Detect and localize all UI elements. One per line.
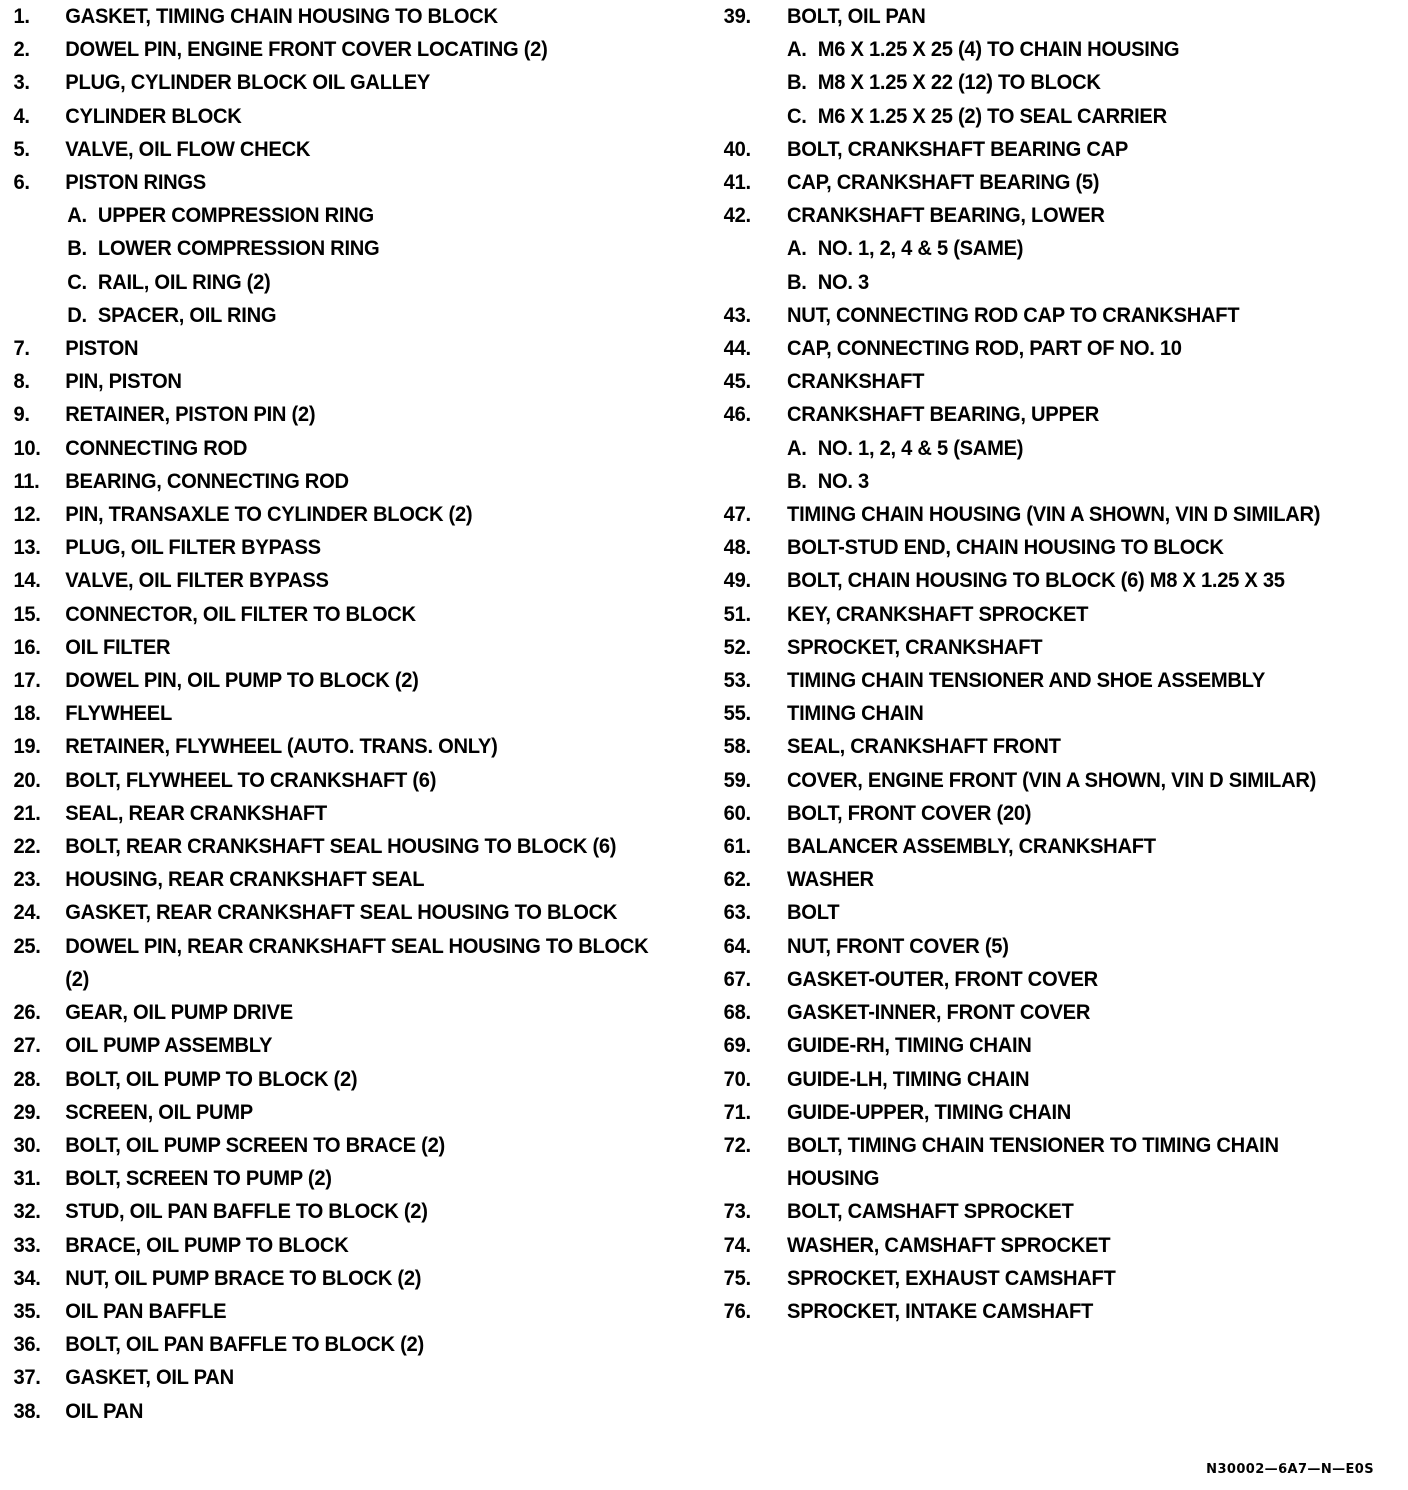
legend-item bbox=[716, 830, 1378, 863]
item-description: GUIDE-UPPER, TIMING CHAIN bbox=[787, 1100, 1072, 1124]
legend-item bbox=[716, 996, 1378, 1029]
subitem-letter: A. bbox=[787, 237, 807, 261]
item-number: 4. bbox=[13, 104, 30, 128]
item-description: PISTON bbox=[65, 337, 139, 361]
item-number: 76. bbox=[723, 1299, 751, 1323]
item-number: 14. bbox=[13, 569, 41, 593]
item-number: 47. bbox=[723, 503, 751, 527]
subitem-letter: A. bbox=[787, 38, 807, 62]
legend-item bbox=[0, 398, 684, 431]
legend-item bbox=[716, 531, 1378, 564]
item-number: 63. bbox=[723, 901, 751, 925]
item-number: 26. bbox=[13, 1001, 41, 1025]
item-number: 55. bbox=[723, 702, 751, 726]
legend-subitem bbox=[716, 232, 1378, 265]
item-description: BOLT, TIMING CHAIN TENSIONER TO TIMING CHAIN HOUSING bbox=[787, 1133, 1279, 1191]
item-description: OIL PAN bbox=[65, 1399, 144, 1423]
subitem-letter: C. bbox=[787, 104, 807, 128]
legend-item bbox=[0, 1096, 684, 1129]
item-number: 27. bbox=[13, 1034, 41, 1058]
legend-subitem bbox=[716, 33, 1378, 66]
item-number: 42. bbox=[723, 204, 751, 228]
item-number: 62. bbox=[723, 868, 751, 892]
item-number: 48. bbox=[723, 536, 751, 560]
item-number: 40. bbox=[723, 137, 751, 161]
item-number: 45. bbox=[723, 370, 751, 394]
item-description: BOLT, OIL PAN bbox=[787, 5, 926, 28]
item-number: 53. bbox=[723, 669, 751, 693]
legend-item bbox=[0, 432, 684, 465]
item-number: 60. bbox=[723, 801, 751, 825]
item-number: 10. bbox=[13, 436, 41, 460]
legend-item bbox=[716, 598, 1378, 631]
item-description: NO. 3 bbox=[817, 469, 869, 493]
legend-subitem bbox=[0, 199, 684, 232]
legend-item bbox=[0, 996, 684, 1029]
legend-item bbox=[0, 66, 684, 99]
item-number: 11. bbox=[13, 469, 40, 493]
item-description: GASKET, REAR CRANKSHAFT SEAL HOUSING TO BLOCK bbox=[65, 901, 618, 925]
item-number: 39. bbox=[723, 5, 751, 28]
legend-item bbox=[0, 930, 684, 996]
item-description: TIMING CHAIN bbox=[787, 702, 924, 726]
item-description: BOLT, OIL PAN BAFFLE TO BLOCK (2) bbox=[65, 1333, 424, 1357]
item-description: M8 X 1.25 X 22 (12) TO BLOCK bbox=[817, 71, 1101, 95]
item-number: 25. bbox=[13, 934, 41, 958]
subitem-letter: B. bbox=[787, 469, 807, 493]
legend-subitem bbox=[716, 100, 1378, 133]
legend-item bbox=[716, 564, 1378, 597]
item-description: BALANCER ASSEMBLY, CRANKSHAFT bbox=[787, 835, 1156, 859]
legend-item bbox=[0, 1162, 684, 1195]
item-description: CAP, CRANKSHAFT BEARING (5) bbox=[787, 171, 1100, 195]
legend-item bbox=[716, 863, 1378, 896]
legend-subitem bbox=[716, 465, 1378, 498]
item-description: NUT, FRONT COVER (5) bbox=[787, 934, 1009, 958]
item-description: GUIDE-RH, TIMING CHAIN bbox=[787, 1034, 1032, 1058]
legend-item bbox=[716, 1063, 1378, 1096]
legend-item bbox=[0, 0, 684, 33]
item-description: STUD, OIL PAN BAFFLE TO BLOCK (2) bbox=[65, 1200, 428, 1224]
legend-item bbox=[0, 830, 684, 863]
item-number: 22. bbox=[13, 835, 41, 859]
item-description: DOWEL PIN, OIL PUMP TO BLOCK (2) bbox=[65, 669, 419, 693]
legend-item bbox=[716, 1262, 1378, 1295]
item-description: BOLT, OIL PUMP SCREEN TO BRACE (2) bbox=[65, 1133, 445, 1157]
item-number: 58. bbox=[723, 735, 751, 759]
legend-item bbox=[0, 664, 684, 697]
item-description: GASKET, OIL PAN bbox=[65, 1366, 234, 1390]
legend-item bbox=[0, 797, 684, 830]
legend-item bbox=[716, 1029, 1378, 1062]
item-number: 30. bbox=[13, 1133, 41, 1157]
item-description: PLUG, OIL FILTER BYPASS bbox=[65, 536, 321, 560]
item-description: CRANKSHAFT bbox=[787, 370, 925, 394]
item-description: WASHER bbox=[787, 868, 874, 892]
legend-item bbox=[0, 498, 684, 531]
item-number: 46. bbox=[723, 403, 751, 427]
item-number: 5. bbox=[13, 137, 30, 161]
item-description: BOLT, CHAIN HOUSING TO BLOCK (6) M8 X 1.25 X 35 bbox=[787, 569, 1285, 593]
legend-item bbox=[0, 1395, 684, 1428]
item-number: 2. bbox=[13, 38, 30, 62]
item-description: BOLT, FLYWHEEL TO CRANKSHAFT (6) bbox=[65, 768, 437, 792]
subitem-letter: B. bbox=[787, 71, 807, 95]
item-number: 6. bbox=[13, 171, 30, 195]
item-description: NO. 1, 2, 4 & 5 (SAME) bbox=[817, 237, 1024, 261]
legend-item bbox=[0, 531, 684, 564]
item-description: PISTON RINGS bbox=[65, 171, 206, 195]
item-number: 72. bbox=[723, 1133, 751, 1157]
item-description: GASKET, TIMING CHAIN HOUSING TO BLOCK bbox=[65, 5, 498, 28]
item-description: VALVE, OIL FLOW CHECK bbox=[65, 137, 311, 161]
item-number: 44. bbox=[723, 337, 751, 361]
legend-item bbox=[0, 365, 684, 398]
legend-item bbox=[0, 100, 684, 133]
legend-item bbox=[716, 930, 1378, 963]
item-description: SPROCKET, CRANKSHAFT bbox=[787, 635, 1043, 659]
legend-item bbox=[716, 631, 1378, 664]
item-number: 71. bbox=[723, 1100, 751, 1124]
item-description: CONNECTOR, OIL FILTER TO BLOCK bbox=[65, 602, 416, 626]
legend-item bbox=[716, 1195, 1378, 1228]
item-description: BEARING, CONNECTING ROD bbox=[65, 469, 349, 493]
item-number: 70. bbox=[723, 1067, 751, 1091]
item-description: GASKET-OUTER, FRONT COVER bbox=[787, 967, 1098, 991]
legend-item bbox=[0, 332, 684, 365]
item-description: TIMING CHAIN HOUSING (VIN A SHOWN, VIN D SIMILAR) bbox=[787, 503, 1321, 527]
legend-item bbox=[716, 398, 1378, 431]
item-number: 18. bbox=[13, 702, 41, 726]
item-number: 21. bbox=[13, 801, 41, 825]
item-number: 52. bbox=[723, 635, 751, 659]
item-description: GUIDE-LH, TIMING CHAIN bbox=[787, 1067, 1030, 1091]
item-description: DOWEL PIN, ENGINE FRONT COVER LOCATING (2) bbox=[65, 38, 548, 62]
subitem-letter: A. bbox=[787, 436, 807, 460]
legend-item bbox=[716, 365, 1378, 398]
legend-item bbox=[716, 730, 1378, 763]
legend-item bbox=[0, 1328, 684, 1361]
item-number: 28. bbox=[13, 1067, 41, 1091]
item-description: SPROCKET, EXHAUST CAMSHAFT bbox=[787, 1266, 1116, 1290]
item-description: SEAL, REAR CRANKSHAFT bbox=[65, 801, 327, 825]
legend-item bbox=[0, 564, 684, 597]
item-number: 31. bbox=[13, 1167, 41, 1191]
item-number: 43. bbox=[723, 303, 751, 327]
subitem-letter: B. bbox=[787, 270, 807, 294]
subitem-letter: B. bbox=[67, 237, 87, 261]
legend-item bbox=[716, 0, 1378, 33]
item-number: 17. bbox=[13, 669, 41, 693]
legend-subitem bbox=[716, 432, 1378, 465]
item-description: FLYWHEEL bbox=[65, 702, 173, 726]
item-description: DOWEL PIN, REAR CRANKSHAFT SEAL HOUSING TO BLOCK (2) bbox=[65, 934, 649, 991]
item-number: 38. bbox=[13, 1399, 41, 1423]
item-number: 68. bbox=[723, 1001, 751, 1025]
legend-item bbox=[716, 1295, 1378, 1328]
legend-item bbox=[716, 1129, 1378, 1195]
legend-subitem bbox=[0, 266, 684, 299]
item-description: RETAINER, FLYWHEEL (AUTO. TRANS. ONLY) bbox=[65, 735, 498, 759]
item-number: 75. bbox=[723, 1266, 751, 1290]
item-description: OIL PUMP ASSEMBLY bbox=[65, 1034, 273, 1058]
legend-subitem bbox=[716, 66, 1378, 99]
item-description: BOLT, CRANKSHAFT BEARING CAP bbox=[787, 137, 1129, 161]
item-description: NO. 3 bbox=[817, 270, 869, 294]
legend-item bbox=[0, 1295, 684, 1328]
item-description: WASHER, CAMSHAFT SPROCKET bbox=[787, 1233, 1111, 1257]
legend-item bbox=[0, 697, 684, 730]
item-description: BOLT, FRONT COVER (20) bbox=[787, 801, 1032, 825]
document-code: N30002—6A7—N—E0S bbox=[1206, 1462, 1374, 1477]
legend-item bbox=[0, 1063, 684, 1096]
legend-item bbox=[0, 896, 684, 929]
legend-item bbox=[0, 133, 684, 166]
item-number: 61. bbox=[723, 835, 751, 859]
item-number: 59. bbox=[723, 768, 751, 792]
item-number: 67. bbox=[723, 967, 751, 991]
item-description: BOLT, OIL PUMP TO BLOCK (2) bbox=[65, 1067, 358, 1091]
item-number: 15. bbox=[13, 602, 41, 626]
item-description: KEY, CRANKSHAFT SPROCKET bbox=[787, 602, 1089, 626]
legend-item bbox=[0, 1129, 684, 1162]
item-number: 24. bbox=[13, 901, 41, 925]
item-description: RETAINER, PISTON PIN (2) bbox=[65, 403, 316, 427]
item-number: 12. bbox=[13, 503, 41, 527]
subitem-letter: A. bbox=[67, 204, 87, 228]
legend-item bbox=[0, 1029, 684, 1062]
legend-item bbox=[0, 33, 684, 66]
item-description: M6 X 1.25 X 25 (4) TO CHAIN HOUSING bbox=[817, 38, 1180, 62]
item-number: 37. bbox=[13, 1366, 41, 1390]
legend-item bbox=[0, 863, 684, 896]
legend-column-right bbox=[716, 0, 1406, 1328]
legend-item bbox=[0, 764, 684, 797]
item-description: BRACE, OIL PUMP TO BLOCK bbox=[65, 1233, 349, 1257]
item-description: PIN, PISTON bbox=[65, 370, 182, 394]
legend-item bbox=[0, 1262, 684, 1295]
item-number: 64. bbox=[723, 934, 751, 958]
item-description: CYLINDER BLOCK bbox=[65, 104, 242, 128]
legend-item bbox=[0, 166, 684, 199]
item-description: NUT, CONNECTING ROD CAP TO CRANKSHAFT bbox=[787, 303, 1240, 327]
item-number: 16. bbox=[13, 635, 41, 659]
item-description: VALVE, OIL FILTER BYPASS bbox=[65, 569, 329, 593]
item-number: 36. bbox=[13, 1333, 41, 1357]
legend-item bbox=[716, 1229, 1378, 1262]
legend-item bbox=[716, 166, 1378, 199]
subitem-letter: D. bbox=[67, 303, 87, 327]
item-number: 41. bbox=[723, 171, 751, 195]
legend-subitem bbox=[0, 232, 684, 265]
legend-item bbox=[0, 1361, 684, 1394]
legend-item bbox=[716, 764, 1378, 797]
item-number: 33. bbox=[13, 1233, 41, 1257]
legend-subitem bbox=[0, 299, 684, 332]
legend-item bbox=[0, 730, 684, 763]
item-description: BOLT-STUD END, CHAIN HOUSING TO BLOCK bbox=[787, 536, 1224, 560]
item-number: 35. bbox=[13, 1299, 41, 1323]
item-description: BOLT, CAMSHAFT SPROCKET bbox=[787, 1200, 1074, 1224]
item-number: 3. bbox=[13, 71, 30, 95]
legend-item bbox=[716, 1096, 1378, 1129]
subitem-letter: C. bbox=[67, 270, 87, 294]
legend-item bbox=[716, 797, 1378, 830]
item-description: SCREEN, OIL PUMP bbox=[65, 1100, 253, 1124]
item-number: 20. bbox=[13, 768, 41, 792]
item-description: NUT, OIL PUMP BRACE TO BLOCK (2) bbox=[65, 1266, 422, 1290]
item-description: GEAR, OIL PUMP DRIVE bbox=[65, 1001, 293, 1025]
item-description: SEAL, CRANKSHAFT FRONT bbox=[787, 735, 1061, 759]
item-description: PIN, TRANSAXLE TO CYLINDER BLOCK (2) bbox=[65, 503, 473, 527]
legend-item bbox=[0, 631, 684, 664]
item-description: CRANKSHAFT BEARING, LOWER bbox=[787, 204, 1105, 228]
item-description: UPPER COMPRESSION RING bbox=[97, 204, 374, 228]
item-description: BOLT, REAR CRANKSHAFT SEAL HOUSING TO BLOCK (6) bbox=[65, 835, 617, 859]
item-number: 8. bbox=[13, 370, 30, 394]
item-number: 23. bbox=[13, 868, 41, 892]
item-number: 69. bbox=[723, 1034, 751, 1058]
item-description: M6 X 1.25 X 25 (2) TO SEAL CARRIER bbox=[817, 104, 1167, 128]
legend-item bbox=[716, 697, 1378, 730]
item-number: 1. bbox=[13, 5, 30, 28]
legend-item bbox=[716, 963, 1378, 996]
legend-item bbox=[0, 465, 684, 498]
legend-item bbox=[716, 133, 1378, 166]
item-description: CONNECTING ROD bbox=[65, 436, 248, 460]
item-description: RAIL, OIL RING (2) bbox=[97, 270, 271, 294]
legend-item bbox=[0, 1195, 684, 1228]
legend-subitem bbox=[716, 266, 1378, 299]
item-description: NO. 1, 2, 4 & 5 (SAME) bbox=[817, 436, 1024, 460]
item-description: BOLT, SCREEN TO PUMP (2) bbox=[65, 1167, 332, 1191]
legend-item bbox=[0, 598, 684, 631]
item-description: CAP, CONNECTING ROD, PART OF NO. 10 bbox=[787, 337, 1182, 361]
legend-item bbox=[716, 664, 1378, 697]
item-description: HOUSING, REAR CRANKSHAFT SEAL bbox=[65, 868, 425, 892]
item-description: SPACER, OIL RING bbox=[97, 303, 277, 327]
legend-item bbox=[0, 1229, 684, 1262]
item-number: 29. bbox=[13, 1100, 41, 1124]
item-number: 13. bbox=[13, 536, 41, 560]
item-description: PLUG, CYLINDER BLOCK OIL GALLEY bbox=[65, 71, 431, 95]
item-number: 73. bbox=[723, 1200, 751, 1224]
legend-column-left bbox=[0, 0, 712, 1428]
item-description: OIL FILTER bbox=[65, 635, 171, 659]
item-number: 9. bbox=[13, 403, 30, 427]
item-number: 51. bbox=[723, 602, 751, 626]
item-number: 34. bbox=[13, 1266, 41, 1290]
item-number: 74. bbox=[723, 1233, 751, 1257]
item-description: CRANKSHAFT BEARING, UPPER bbox=[787, 403, 1100, 427]
item-number: 32. bbox=[13, 1200, 41, 1224]
legend-item bbox=[716, 332, 1378, 365]
legend-item bbox=[716, 199, 1378, 232]
item-description: COVER, ENGINE FRONT (VIN A SHOWN, VIN D SIMILAR) bbox=[787, 768, 1317, 792]
item-number: 49. bbox=[723, 569, 751, 593]
item-description: GASKET-INNER, FRONT COVER bbox=[787, 1001, 1091, 1025]
legend-item bbox=[716, 299, 1378, 332]
item-description: BOLT bbox=[787, 901, 840, 925]
item-description: LOWER COMPRESSION RING bbox=[97, 237, 380, 261]
legend-item bbox=[716, 896, 1378, 929]
item-description: TIMING CHAIN TENSIONER AND SHOE ASSEMBLY bbox=[787, 669, 1266, 693]
item-description: SPROCKET, INTAKE CAMSHAFT bbox=[787, 1299, 1094, 1323]
item-description: OIL PAN BAFFLE bbox=[65, 1299, 227, 1323]
legend-item bbox=[716, 498, 1378, 531]
item-number: 7. bbox=[13, 337, 30, 361]
item-number: 19. bbox=[13, 735, 41, 759]
